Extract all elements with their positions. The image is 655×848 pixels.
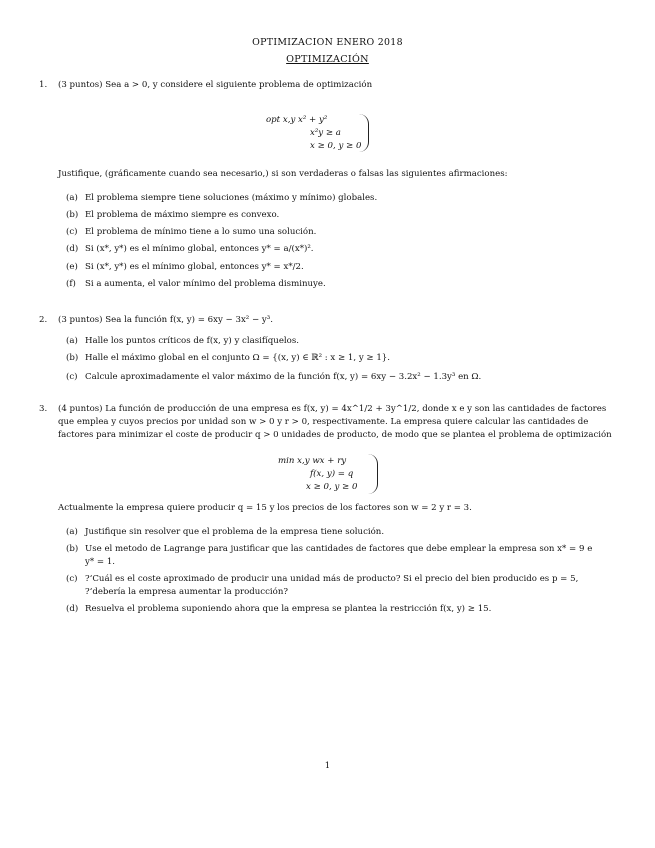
item-label: (b) (66, 210, 79, 220)
problem-line: min x,y wx + ry (278, 456, 347, 466)
item-label: (c) (66, 372, 78, 382)
question-2-intro: (3 puntos) Sea la función f(x, y) = 6xy − 3x² − y³. (58, 315, 273, 325)
item-label: (d) (66, 244, 79, 254)
problem-line: x ≥ 0, y ≥ 0 (306, 482, 358, 492)
item-text: ?‘Cuál es el coste aproximado de producir una unidad más de producto? Si el precio del bien producido es p = 5, ?‘debería la empresa aumentar la producción? (85, 574, 579, 597)
item-label: (c) (66, 227, 78, 237)
item-text: Justifique sin resolver que el problema de la empresa tiene solución. (85, 527, 385, 537)
question-3-intro: (4 puntos) La función de producción de una empresa es f(x, y) = 4x^1/2 + 3y^1/2, donde x e y son las cantidades de factores que emplea y cuyos precios por unidad son w > 0 y r > 0, respectivamente. La empresa quiere calcular las cantidades de factores para minimizar el coste de producir q > 0 unidades de producto, de modo que se plantea el problema de optimización (58, 404, 612, 440)
problem-line: x ≥ 0, y ≥ 0 (310, 141, 362, 151)
question-1-number: 1. (39, 80, 48, 90)
question-2-number: 2. (39, 315, 48, 325)
item-label: (b) (66, 544, 79, 554)
question-3-number: 3. (39, 404, 48, 414)
item-text: El problema de máximo siempre es convexo. (85, 210, 280, 220)
item-label: (c) (66, 574, 78, 584)
question-1-instruction: Justifique, (gráficamente cuando sea necesario,) si son verdaderas o falsas las siguientes afirmaciones: (58, 169, 508, 179)
item-text: El problema de mínimo tiene a lo sumo una solución. (85, 227, 317, 237)
item-text: Si a aumenta, el valor mínimo del problema disminuye. (85, 279, 326, 289)
item-text: Si (x*, y*) es el mínimo global, entonces y* = x*/2. (85, 262, 304, 272)
page-subtitle: OPTIMIZACIÓN (286, 54, 369, 65)
item-text: Resuelva el problema suponiendo ahora que la empresa se plantea la restricción f(x, y) ≥ 15. (85, 604, 492, 614)
item-text: Halle los puntos críticos de f(x, y) y clasifíquelos. (85, 336, 299, 346)
item-label: (b) (66, 353, 79, 363)
item-text: Si (x*, y*) es el mínimo global, entonces y* = a/(x*)². (85, 244, 314, 254)
right-brace (367, 454, 378, 494)
item-label: (a) (66, 527, 78, 537)
problem-line: x²y ≥ a (310, 128, 341, 138)
item-label: (a) (66, 193, 78, 203)
problem-line: f(x, y) = q (310, 469, 354, 479)
question-3-statement: Actualmente la empresa quiere producir q = 15 y los precios de los factores son w = 2 y r = 3. (58, 503, 472, 513)
item-text: Use el metodo de Lagrange para justificar que las cantidades de factores que debe emplear la empresa son x* = 9 e y* = 1. (85, 544, 593, 567)
right-brace (358, 114, 369, 152)
page-title: OPTIMIZACION ENERO 2018 (252, 37, 403, 48)
item-label: (d) (66, 604, 79, 614)
item-label: (a) (66, 336, 78, 346)
page-number: 1 (324, 761, 331, 771)
problem-line: opt x,y x² + y² (266, 115, 328, 125)
item-label: (f) (66, 279, 76, 289)
item-label: (e) (66, 262, 78, 272)
item-text: El problema siempre tiene soluciones (máximo y mínimo) globales. (85, 193, 378, 203)
question-1-intro: (3 puntos) Sea a > 0, y considere el siguiente problema de optimización (58, 80, 373, 90)
item-text: Halle el máximo global en el conjunto Ω = {(x, y) ∈ ℝ² : x ≥ 1, y ≥ 1}. (85, 353, 391, 363)
item-text: Calcule aproximadamente el valor máximo de la función f(x, y) = 6xy − 3.2x² − 1.3y³ en Ω. (85, 372, 482, 382)
